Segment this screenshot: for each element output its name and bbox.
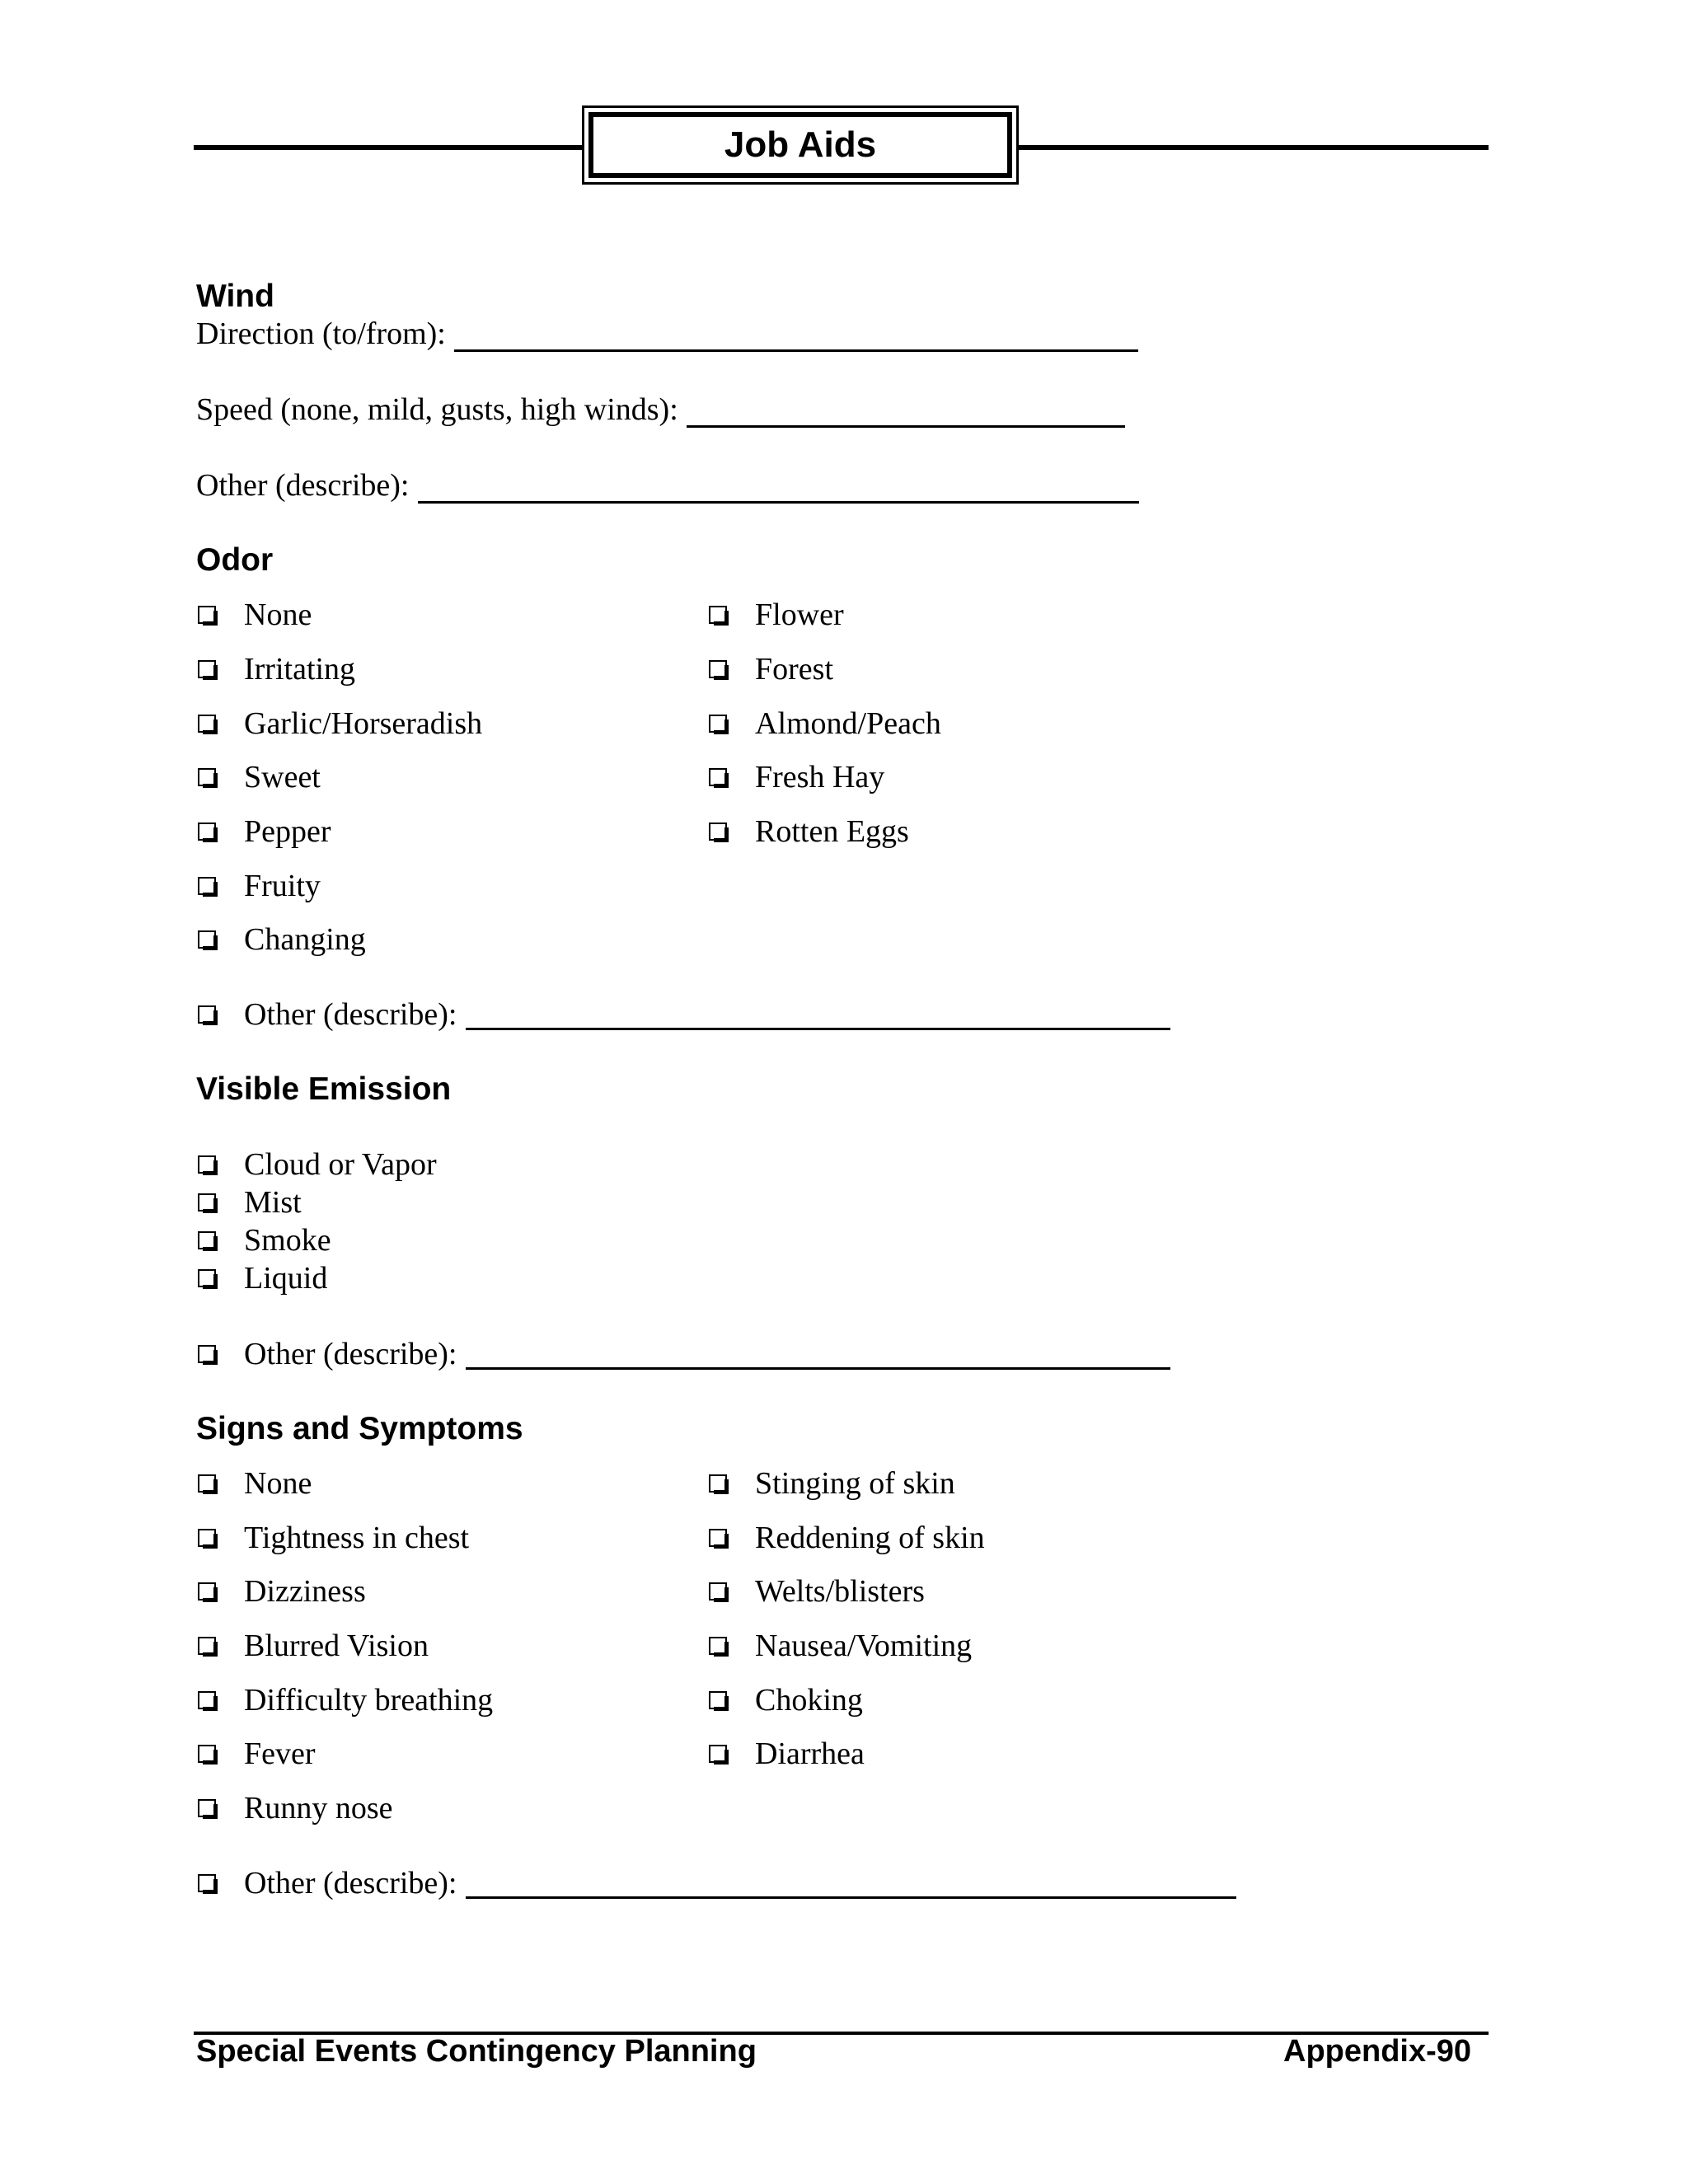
wind-other-blank[interactable] — [418, 473, 1139, 504]
symptom-option[interactable]: Blurred Vision — [198, 1627, 429, 1665]
checkbox-icon[interactable] — [709, 823, 727, 841]
emission-option[interactable]: Cloud or Vapor — [198, 1146, 437, 1183]
footer-document-title: Special Events Contingency Planning — [196, 2034, 757, 2069]
wind-speed-field[interactable] — [196, 391, 1125, 428]
signs-other-blank[interactable] — [466, 1868, 1236, 1899]
checkbox-icon[interactable] — [709, 1474, 727, 1493]
odor-option[interactable]: Fresh Hay — [709, 758, 884, 796]
symptom-option[interactable]: Stinging of skin — [709, 1465, 955, 1502]
wind-other-label: Other (describe): — [196, 468, 410, 503]
checkbox-icon[interactable] — [709, 1691, 727, 1709]
wind-other-field[interactable] — [196, 467, 1139, 504]
odor-option[interactable]: Changing — [198, 921, 366, 958]
wind-direction-label: Direction (to/from): — [196, 316, 446, 351]
checkbox-icon[interactable] — [198, 1529, 216, 1547]
symptom-option[interactable]: Nausea/Vomiting — [709, 1627, 972, 1665]
symptom-option[interactable]: Dizziness — [198, 1572, 366, 1610]
checkbox-icon[interactable] — [198, 715, 216, 733]
symptom-option[interactable]: Welts/blisters — [709, 1572, 925, 1610]
checkbox-icon[interactable] — [198, 768, 216, 786]
odor-other-field[interactable] — [198, 996, 1170, 1033]
checkbox-icon[interactable] — [709, 1745, 727, 1763]
odor-option[interactable]: Irritating — [198, 650, 355, 688]
odor-option[interactable]: Fruity — [198, 867, 321, 905]
checkbox-icon[interactable] — [709, 660, 727, 678]
checkbox-icon[interactable] — [709, 606, 727, 624]
wind-speed-blank[interactable] — [687, 397, 1125, 428]
checkbox-icon[interactable] — [709, 1529, 727, 1547]
header-rule-right — [1019, 145, 1489, 150]
checkbox-icon[interactable] — [198, 930, 216, 949]
emission-other-label: Other (describe): — [244, 1337, 457, 1371]
checkbox-icon[interactable] — [709, 768, 727, 786]
symptom-option[interactable]: Reddening of skin — [709, 1519, 985, 1557]
checkbox-icon[interactable] — [198, 823, 216, 841]
wind-direction-blank[interactable] — [454, 321, 1138, 352]
signs-other-field[interactable] — [198, 1864, 1236, 1902]
emission-option[interactable]: Liquid — [198, 1259, 327, 1297]
footer-page-number: Appendix-90 — [1283, 2034, 1472, 2069]
checkbox-icon[interactable] — [198, 1691, 216, 1709]
emission-other-blank[interactable] — [466, 1339, 1170, 1370]
odor-option[interactable]: Pepper — [198, 813, 331, 851]
odor-option[interactable]: Sweet — [198, 758, 321, 796]
emission-option[interactable]: Smoke — [198, 1221, 331, 1259]
checkbox-icon[interactable] — [198, 1637, 216, 1655]
symptom-option[interactable]: Difficulty breathing — [198, 1681, 493, 1719]
checkbox-icon[interactable] — [709, 1582, 727, 1601]
symptom-option[interactable]: Choking — [709, 1681, 863, 1719]
signs-other-label: Other (describe): — [244, 1866, 457, 1900]
checkbox-icon[interactable] — [198, 1269, 216, 1287]
odor-option[interactable]: Garlic/Horseradish — [198, 705, 482, 743]
checkbox-icon[interactable] — [198, 1745, 216, 1763]
symptom-option[interactable]: Diarrhea — [709, 1735, 865, 1773]
checkbox-icon[interactable] — [198, 1874, 216, 1892]
odor-option[interactable]: Flower — [709, 596, 844, 634]
symptom-option[interactable]: None — [198, 1465, 312, 1502]
checkbox-icon[interactable] — [198, 877, 216, 895]
wind-direction-field[interactable] — [196, 316, 1138, 352]
checkbox-icon[interactable] — [198, 1345, 216, 1363]
page-title: Job Aids — [588, 112, 1012, 178]
checkbox-icon[interactable] — [198, 606, 216, 624]
odor-option[interactable]: Forest — [709, 650, 833, 688]
emission-other-field[interactable] — [198, 1335, 1170, 1373]
checkbox-icon[interactable] — [198, 1231, 216, 1249]
symptom-option[interactable]: Tightness in chest — [198, 1519, 469, 1557]
wind-section-title: Wind — [196, 279, 274, 314]
checkbox-icon[interactable] — [709, 1637, 727, 1655]
checkbox-icon[interactable] — [709, 715, 727, 733]
odor-option[interactable]: Almond/Peach — [709, 705, 941, 743]
wind-speed-label: Speed (none, mild, gusts, high winds): — [196, 392, 678, 427]
checkbox-icon[interactable] — [198, 660, 216, 678]
signs-section-title: Signs and Symptoms — [196, 1411, 523, 1446]
header-rule-left — [194, 145, 583, 150]
checkbox-icon[interactable] — [198, 1799, 216, 1817]
odor-option[interactable]: Rotten Eggs — [709, 813, 909, 851]
checkbox-icon[interactable] — [198, 1193, 216, 1212]
visible-emission-section-title: Visible Emission — [196, 1071, 452, 1107]
odor-section-title: Odor — [196, 542, 274, 578]
checkbox-icon[interactable] — [198, 1155, 216, 1174]
checkbox-icon[interactable] — [198, 1582, 216, 1601]
checkbox-icon[interactable] — [198, 1005, 216, 1024]
checkbox-icon[interactable] — [198, 1474, 216, 1493]
emission-option[interactable]: Mist — [198, 1183, 302, 1221]
symptom-option[interactable]: Fever — [198, 1735, 316, 1773]
odor-option[interactable]: None — [198, 596, 312, 634]
odor-other-blank[interactable] — [466, 1000, 1170, 1030]
odor-other-label: Other (describe): — [244, 997, 457, 1032]
symptom-option[interactable]: Runny nose — [198, 1789, 393, 1827]
header-title-box — [582, 105, 1019, 185]
